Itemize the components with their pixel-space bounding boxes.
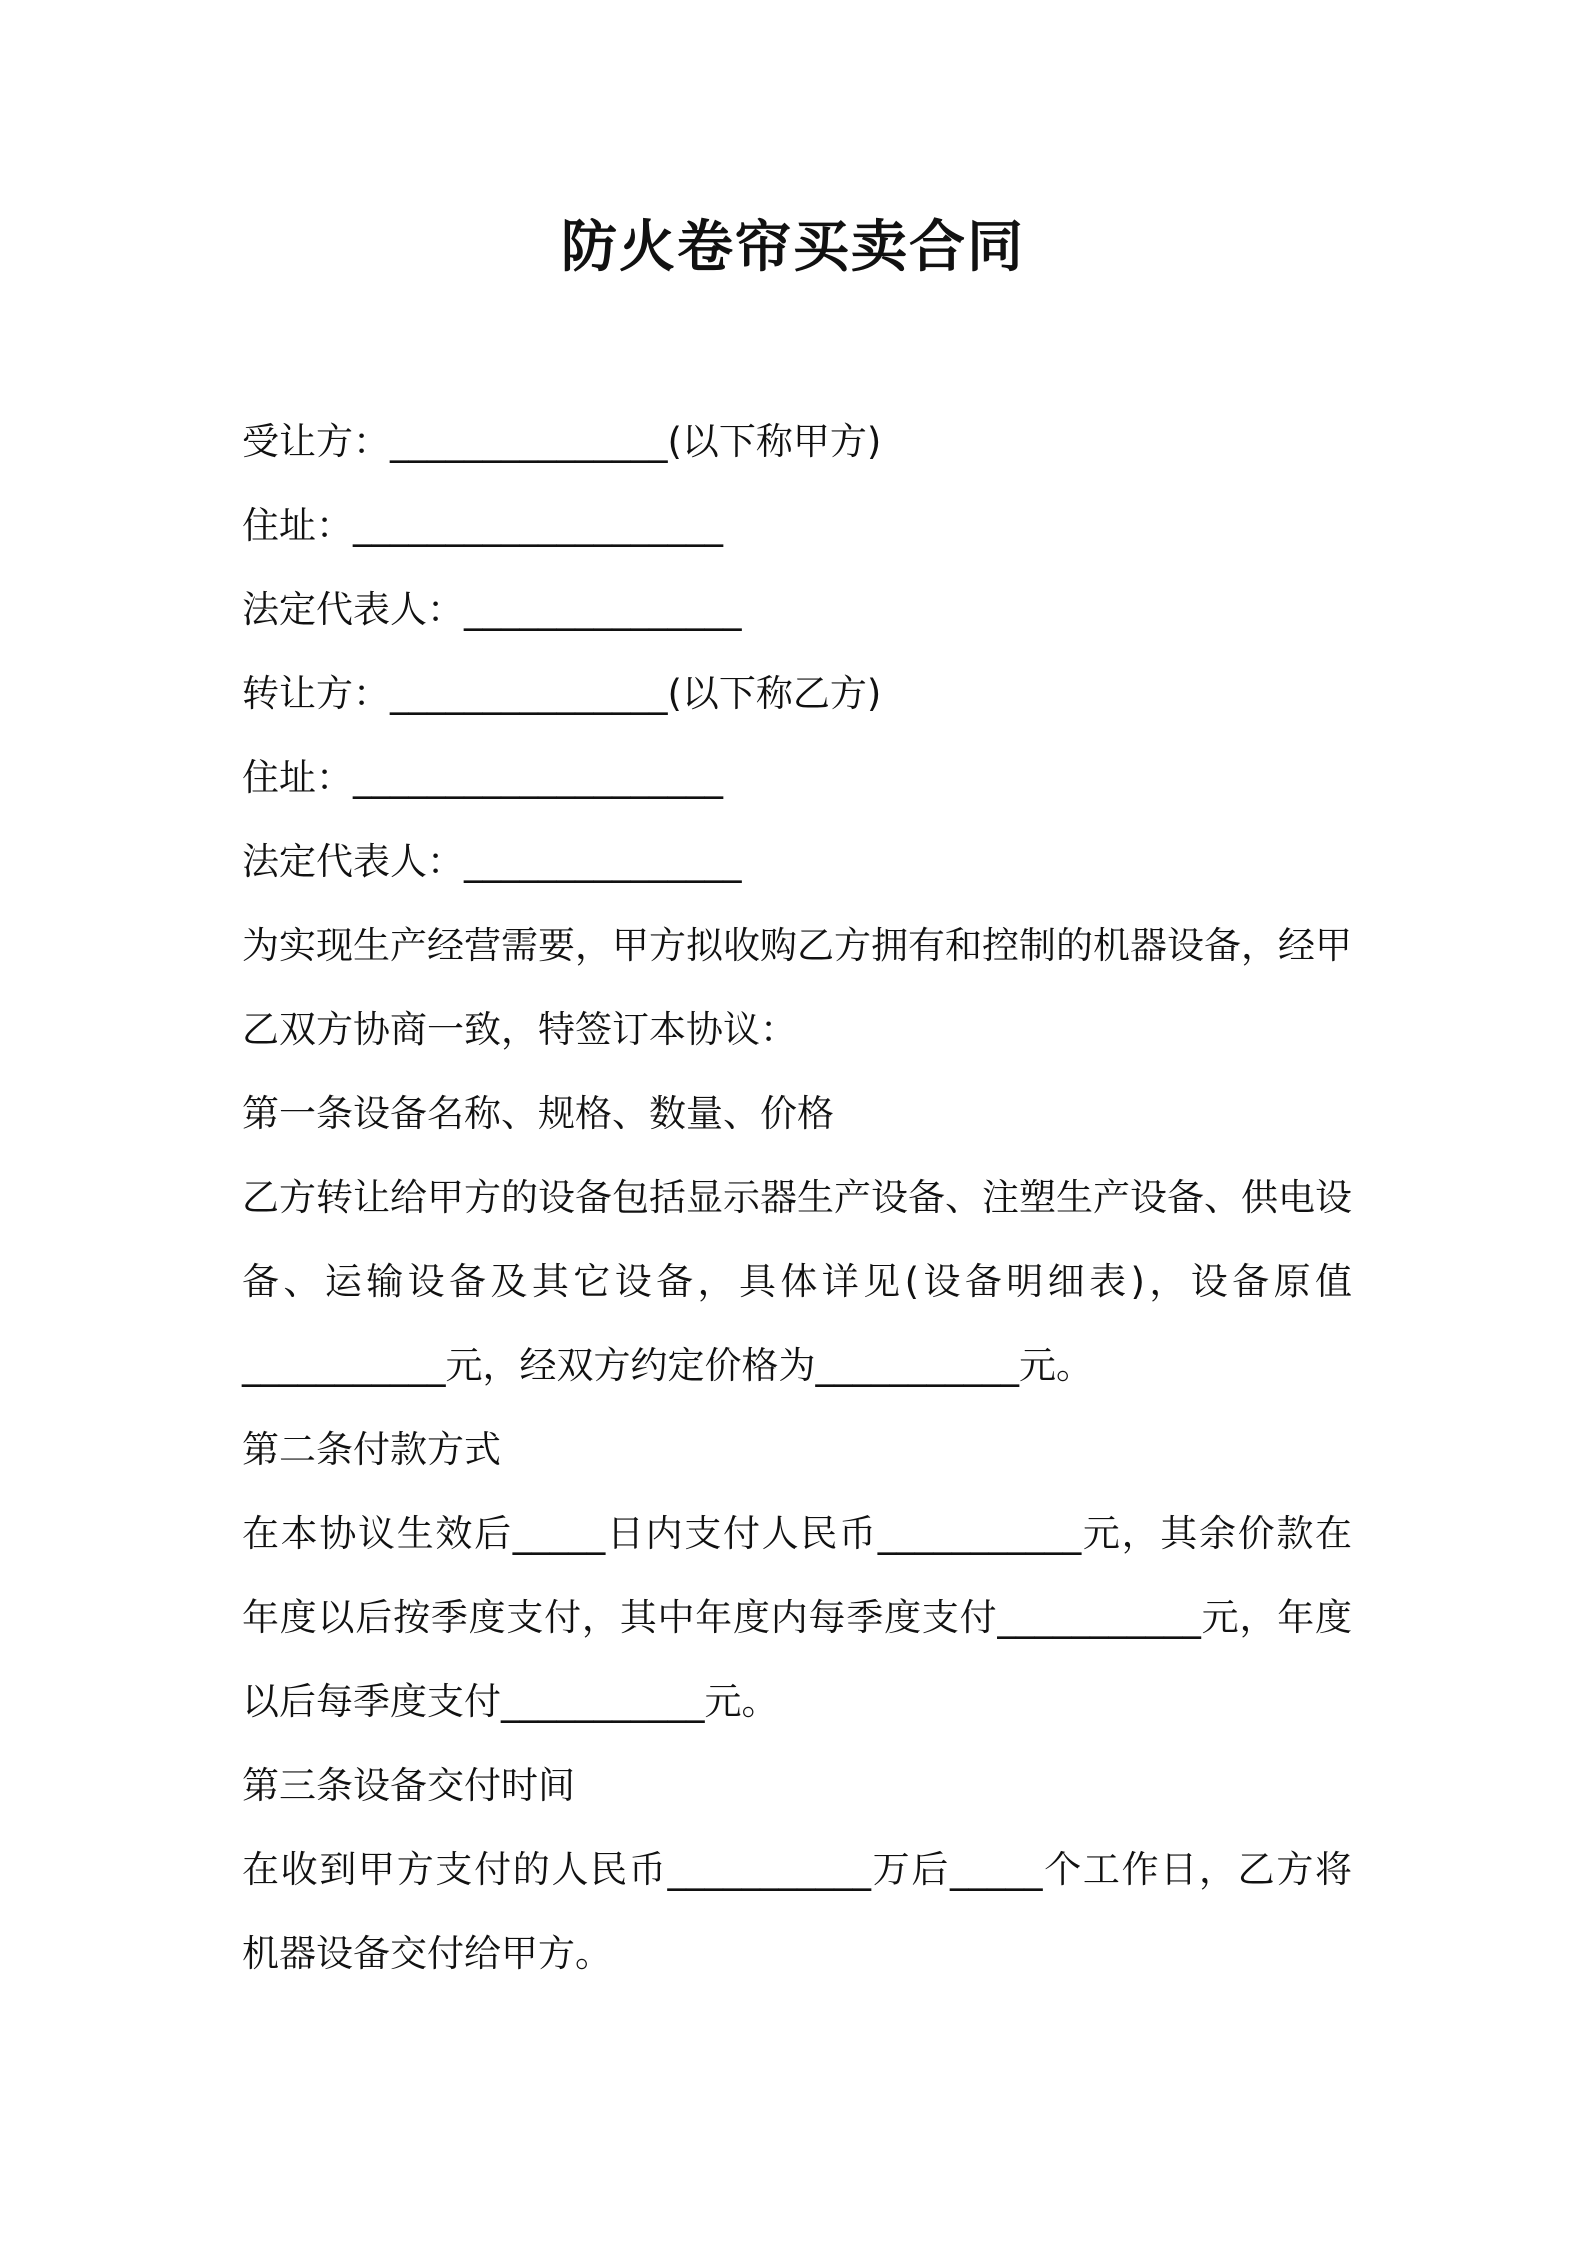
article-2-line-2: 年度以后按季度支付，其中年度内每季度支付___________元，年度 — [242, 1596, 1352, 1639]
transferee-representative-line: 法定代表人：_______________ — [242, 588, 742, 631]
article-1-line-1: 乙方转让给甲方的设备包括显示器生产设备、注塑生产设备、供电设 — [242, 1176, 1352, 1219]
document-title: 防火卷帘买卖合同 — [561, 215, 1025, 280]
article-1-line-3: ___________元，经双方约定价格为___________元。 — [242, 1344, 1093, 1387]
transferor-line: 转让方：_______________(以下称乙方) — [242, 672, 882, 715]
article-3-line-1: 在收到甲方支付的人民币___________万后_____个工作日，乙方将 — [242, 1848, 1352, 1891]
transferor-address-line: 住址：____________________ — [242, 756, 723, 799]
preamble-line-1: 为实现生产经营需要，甲方拟收购乙方拥有和控制的机器设备，经甲 — [242, 924, 1352, 967]
article-3-heading: 第三条设备交付时间 — [242, 1764, 575, 1807]
transferee-address-line: 住址：____________________ — [242, 504, 723, 547]
contract-body — [242, 400, 1352, 1996]
article-2-line-3: 以后每季度支付___________元。 — [242, 1680, 779, 1723]
transferor-representative-line: 法定代表人：_______________ — [242, 840, 742, 883]
preamble-line-2: 乙双方协商一致，特签订本协议： — [242, 1008, 797, 1051]
article-2-heading: 第二条付款方式 — [242, 1428, 501, 1471]
article-3-line-2: 机器设备交付给甲方。 — [242, 1932, 612, 1975]
article-1-line-2: 备、运输设备及其它设备，具体详见(设备明细表)，设备原值 — [242, 1260, 1352, 1303]
transferee-line: 受让方：_______________(以下称甲方) — [242, 420, 882, 463]
article-2-line-1: 在本协议生效后_____日内支付人民币___________元，其余价款在 — [242, 1512, 1352, 1555]
article-1-heading: 第一条设备名称、规格、数量、价格 — [242, 1092, 834, 1135]
